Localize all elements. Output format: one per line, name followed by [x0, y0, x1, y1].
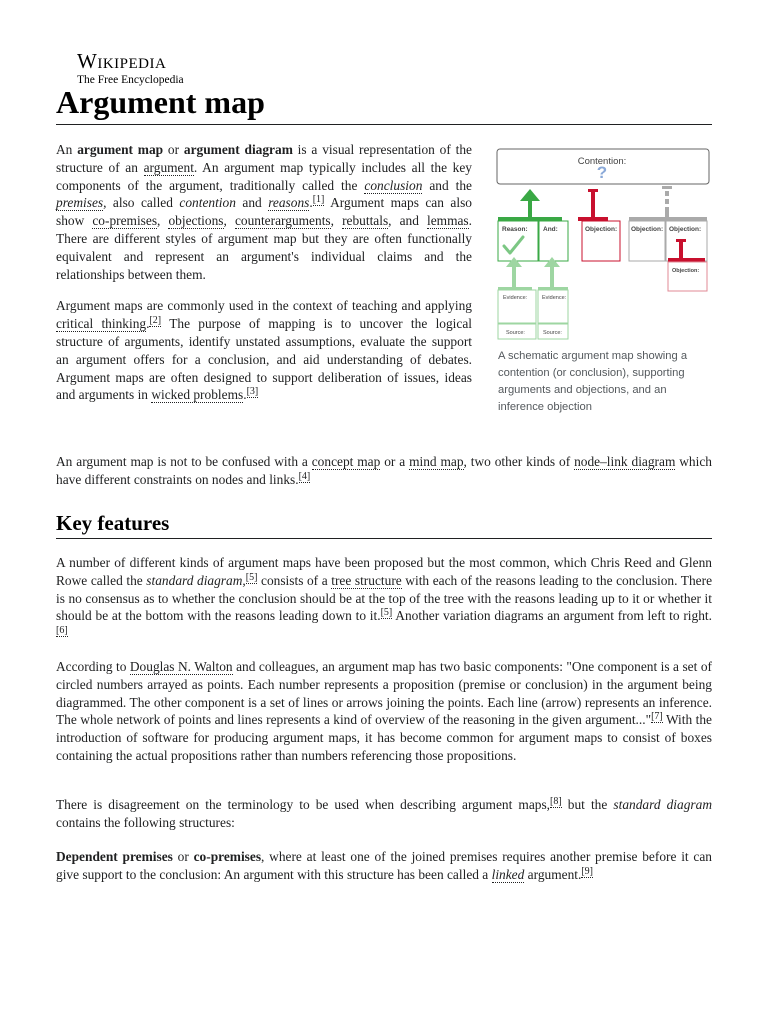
- text: Another variation diagrams an argument from left to right.: [392, 608, 712, 624]
- section-heading-key-features: Key features: [56, 510, 712, 539]
- figure-caption: A schematic argument map showing a contention (or conclusion), supporting arguments and objections, and an inference objection: [498, 350, 688, 413]
- contention-label: Contention:: [577, 156, 627, 167]
- key-features-paragraph-4: [56, 848, 712, 884]
- text: but the: [561, 797, 614, 812]
- source-label-1: Source:: [506, 330, 525, 336]
- italic-term: contention: [179, 195, 236, 211]
- text: . There are different styles of argument map but they are often functionally equivalent and represent an argument's individual claims and the relationships between them.: [56, 213, 472, 282]
- objection-stem: [591, 192, 595, 217]
- reason-label: Reason:: [502, 226, 528, 233]
- citation-link[interactable]: [9]: [581, 865, 594, 877]
- objection-label-2: Objection:: [631, 226, 664, 233]
- text: consists of a: [257, 572, 332, 588]
- text: which have different constraints on nodes and links.: [56, 454, 712, 487]
- objection-bar: [578, 217, 608, 221]
- text: According to: [56, 659, 130, 674]
- text: Argument maps can also show: [56, 195, 472, 229]
- support-stem: [528, 201, 532, 217]
- citation-link[interactable]: [5]: [245, 571, 258, 583]
- italic-term: standard diagram: [613, 797, 712, 812]
- text: , where at least one of the joined premises requires another premise before it can give support to the conclusion: An argument with this structure has been called a: [56, 849, 712, 882]
- text: argument.: [524, 866, 582, 882]
- citation-link[interactable]: [6]: [56, 625, 68, 637]
- objection-cap: [588, 189, 598, 192]
- logo-wordmark: Wikipedia: [77, 49, 167, 73]
- text: An argument map is not to be confused with a: [56, 454, 312, 469]
- figure-argument-map: [494, 145, 714, 416]
- intro-column: [56, 141, 472, 404]
- link-mind-map[interactable]: mind map: [409, 454, 464, 469]
- key-features-paragraph-2: [56, 658, 712, 765]
- text: or: [163, 142, 184, 157]
- text: With the introduction of software for producing argument maps, it has become common for argument maps to consist of boxes containing the actual propositions rather than numbers referencing those propositions.: [56, 712, 712, 763]
- inference-stem-2: [665, 199, 669, 204]
- rebuttal-cap: [676, 239, 686, 242]
- rebuttal-stem: [679, 242, 683, 258]
- link-wicked-problems[interactable]: wicked problems: [151, 387, 244, 403]
- citation-link[interactable]: [8]: [550, 796, 562, 807]
- page-title: Argument map: [56, 82, 712, 125]
- link-reasons[interactable]: reasons: [268, 195, 310, 211]
- text: An: [56, 142, 78, 157]
- text: and colleagues, an argument map has two basic components: "One component is a set of circled numbers arrayed as points. Each number represents a proposition (premise or conclusion) in the argument being diagrammed. The other component is a set of lines or arrows joining the points. Each line (arrow) represents an inference. The whole network of points and lines represents a kind of overview of the reasoning in the given argument...": [56, 659, 712, 728]
- support-bar: [498, 217, 562, 221]
- citation-link[interactable]: [1]: [312, 194, 325, 206]
- text: contains the following structures:: [56, 814, 235, 830]
- and-label: And:: [543, 226, 558, 233]
- intro-paragraph-1: [56, 141, 472, 283]
- text: and: [235, 195, 269, 211]
- text: ,: [157, 213, 169, 229]
- link-argument[interactable]: argument: [143, 159, 194, 175]
- text: ,: [242, 572, 246, 588]
- objection-label-1: Objection:: [585, 226, 618, 233]
- italic-term: standard diagram: [146, 572, 243, 588]
- rebuttal-bar: [668, 258, 705, 262]
- text: Argument maps are commonly used in the context of teaching and applying: [56, 298, 472, 314]
- intro-paragraph-2: [56, 297, 472, 404]
- text: ,: [223, 213, 235, 229]
- text: , also called: [103, 195, 180, 211]
- evidence-label-1: Evidence:: [503, 295, 528, 301]
- text: . An argument map typically includes all the key components of the argument, traditionally called the: [56, 159, 472, 193]
- inference-cap: [662, 186, 672, 189]
- link-douglas-walton[interactable]: Douglas N. Walton: [129, 659, 233, 674]
- text: ,: [330, 213, 343, 229]
- text: A number of different kinds of argument maps have been proposed but the most common, which Chris Reed and Glenn Rowe called the: [56, 555, 712, 588]
- link-linked-argument[interactable]: linked: [491, 866, 525, 882]
- evidence-stem-1: [512, 267, 516, 287]
- link-rebuttals[interactable]: rebuttals: [342, 213, 389, 229]
- link-counterarguments[interactable]: counterarguments: [234, 213, 331, 229]
- question-mark: ?: [596, 163, 608, 182]
- text: or: [172, 849, 194, 864]
- link-co-premises[interactable]: co-premises: [92, 213, 158, 229]
- bold-term: argument map: [77, 142, 164, 157]
- link-critical-thinking[interactable]: critical thinking: [56, 316, 147, 332]
- logo-tagline: The Free Encyclopedia: [77, 74, 184, 86]
- text: The purpose of mapping is to uncover the logical structure of arguments, identify unstated assumptions, evaluate the support an argument offers for a conclusion, and aid understanding of debates. Argument maps are often designed to support deliberation of issues, ideas and arguments in: [56, 316, 473, 403]
- inference-objection-box: [668, 262, 707, 291]
- key-features-paragraph-3: [56, 796, 712, 832]
- evidence-label-2: Evidence:: [542, 295, 567, 301]
- key-features-paragraph-1: [56, 554, 712, 643]
- text: and the: [422, 177, 472, 193]
- link-concept-map[interactable]: concept map: [311, 454, 381, 469]
- inference-stem-3: [665, 207, 669, 217]
- citation-link[interactable]: [3]: [246, 386, 259, 398]
- objection-label-3: Objection:: [669, 226, 702, 233]
- text: , two other kinds of: [463, 454, 575, 469]
- bold-term: co-premises: [193, 849, 262, 864]
- citation-link[interactable]: [5]: [380, 607, 393, 619]
- link-premises[interactable]: premises: [56, 195, 104, 211]
- support-arrowhead: [520, 189, 540, 201]
- bold-term: argument diagram: [183, 142, 293, 157]
- inference-stem-1: [665, 191, 669, 196]
- evidence-stem-2: [550, 267, 554, 287]
- link-node-link-diagram[interactable]: node–link diagram: [574, 454, 676, 469]
- text: .: [243, 387, 247, 403]
- link-tree-structure[interactable]: tree structure: [331, 572, 402, 588]
- argument-map-diagram[interactable]: [494, 145, 714, 340]
- text: , and: [388, 213, 427, 229]
- text: or a: [380, 454, 410, 469]
- text: with each of the reasons leading to the conclusion. There is no consensus as to whether the conclusion should be at the top of the tree with the reasons leading up to it or whether it should be at the bottom with the reasons leading down to it.: [56, 572, 713, 624]
- text: is a visual representation of the structure of an: [56, 142, 472, 175]
- text: .: [309, 195, 313, 211]
- citation-link[interactable]: [7]: [651, 711, 663, 723]
- citation-link[interactable]: [2]: [149, 315, 162, 327]
- link-conclusion[interactable]: conclusion: [364, 177, 423, 193]
- link-lemmas[interactable]: lemmas: [426, 213, 469, 229]
- bold-term: Dependent premises: [56, 849, 173, 864]
- intro-paragraph-3: [56, 453, 712, 489]
- text: There is disagreement on the terminology to be used when describing argument maps,: [56, 797, 551, 812]
- inference-objection-label: Objection:: [672, 268, 700, 274]
- text: .: [146, 316, 150, 332]
- inference-bar: [629, 217, 707, 221]
- source-label-2: Source:: [543, 330, 562, 336]
- citation-link[interactable]: [4]: [298, 470, 311, 482]
- link-objections[interactable]: objections: [168, 213, 224, 229]
